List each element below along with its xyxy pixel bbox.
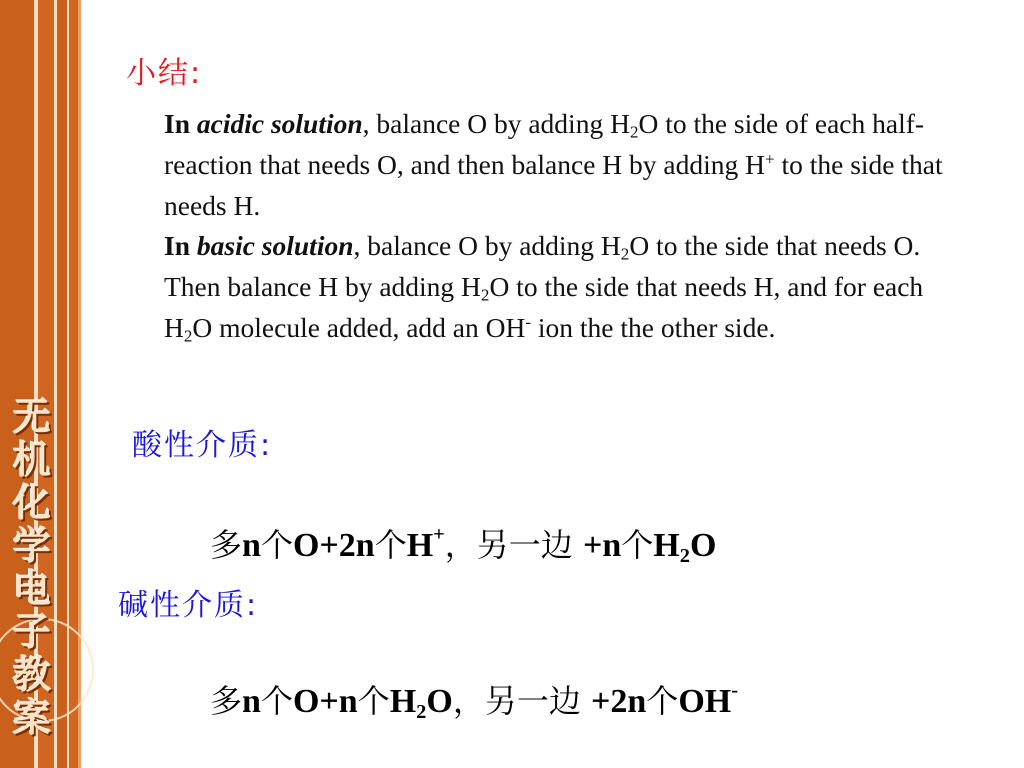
sidebar-title-char: 机 <box>12 438 51 482</box>
rule-text: n <box>242 527 261 564</box>
acidic-term: acidic solution <box>196 108 363 139</box>
rule-text: 个 <box>260 526 293 564</box>
sidebar-title-char: 子 <box>12 610 51 654</box>
basic-rule-text <box>164 226 944 348</box>
rule-text: +n <box>582 527 622 564</box>
sidebar-title-char: 学 <box>12 524 51 568</box>
summary-heading-text: 小结 <box>126 56 190 91</box>
basic-text-4: O molecule added, add an OH <box>192 311 526 343</box>
sidebar-title-char: 电 <box>12 567 51 611</box>
rule-text: 个 <box>621 526 654 564</box>
rule-text: O <box>689 527 717 564</box>
basic-text-3: O to the side that needs H, and for each H <box>164 271 924 343</box>
rule-text: ，另一边 <box>444 526 583 564</box>
acidic-text-1: , balance O by adding H <box>362 108 630 139</box>
superscript: + <box>764 149 775 169</box>
rule-text: O+2n <box>292 527 375 564</box>
rule-text: 个 <box>646 682 679 720</box>
rule-text: H <box>653 527 680 564</box>
sidebar-title-char: 案 <box>12 696 51 740</box>
acidic-text-2: O to the side of each half-reaction that needs O, and then balance H by adding H <box>164 108 925 180</box>
basic-medium-rule <box>210 676 738 722</box>
subscript: 2 <box>480 285 490 305</box>
rule-text: 个 <box>260 682 293 720</box>
rule-text: 个 <box>374 526 407 564</box>
basic-term: basic solution <box>196 230 354 262</box>
superscript: - <box>525 312 532 332</box>
acidic-text-3: to the side that needs H. <box>164 148 943 221</box>
rule-text: O <box>426 683 453 720</box>
sidebar-title-char: 教 <box>12 653 51 697</box>
basic-text-2: O to the side that needs O. Then balance H by adding H <box>164 230 921 303</box>
summary-heading <box>126 48 202 92</box>
summary-paragraph <box>164 104 944 349</box>
subscript: 2 <box>679 545 690 568</box>
rule-text: H <box>406 527 434 564</box>
rule-text: 个 <box>357 682 390 720</box>
rule-text: O+n <box>292 683 358 720</box>
rule-text: 多 <box>210 526 243 564</box>
rule-text: OH <box>678 683 732 720</box>
acidic-rule-text <box>164 104 944 226</box>
rule-text: ，另一边 <box>452 682 591 720</box>
sidebar-title <box>6 396 58 740</box>
acidic-medium-rule <box>210 520 716 566</box>
sidebar-title-char: 化 <box>12 481 51 525</box>
summary-heading-colon: : <box>190 56 203 91</box>
sidebar-title-char: 无 <box>12 395 51 439</box>
subscript: 2 <box>416 701 427 724</box>
acidic-in: In <box>164 108 190 139</box>
subscript: 2 <box>183 326 193 346</box>
superscript: + <box>433 523 445 546</box>
superscript: - <box>731 679 739 702</box>
basic-medium-heading: 碱性介质: <box>118 588 259 623</box>
rule-text: n <box>242 683 261 720</box>
basic-text-1: , balance O by adding H <box>353 230 621 262</box>
subscript: 2 <box>620 244 630 264</box>
basic-in: In <box>164 230 190 262</box>
rule-text: H <box>389 683 417 720</box>
rule-text: 多 <box>210 682 243 720</box>
acidic-medium-heading: 酸性介质: <box>132 428 273 463</box>
subscript: 2 <box>629 122 639 142</box>
basic-text-5: ion the the other side. <box>531 311 776 343</box>
rule-text: +2n <box>591 683 647 720</box>
